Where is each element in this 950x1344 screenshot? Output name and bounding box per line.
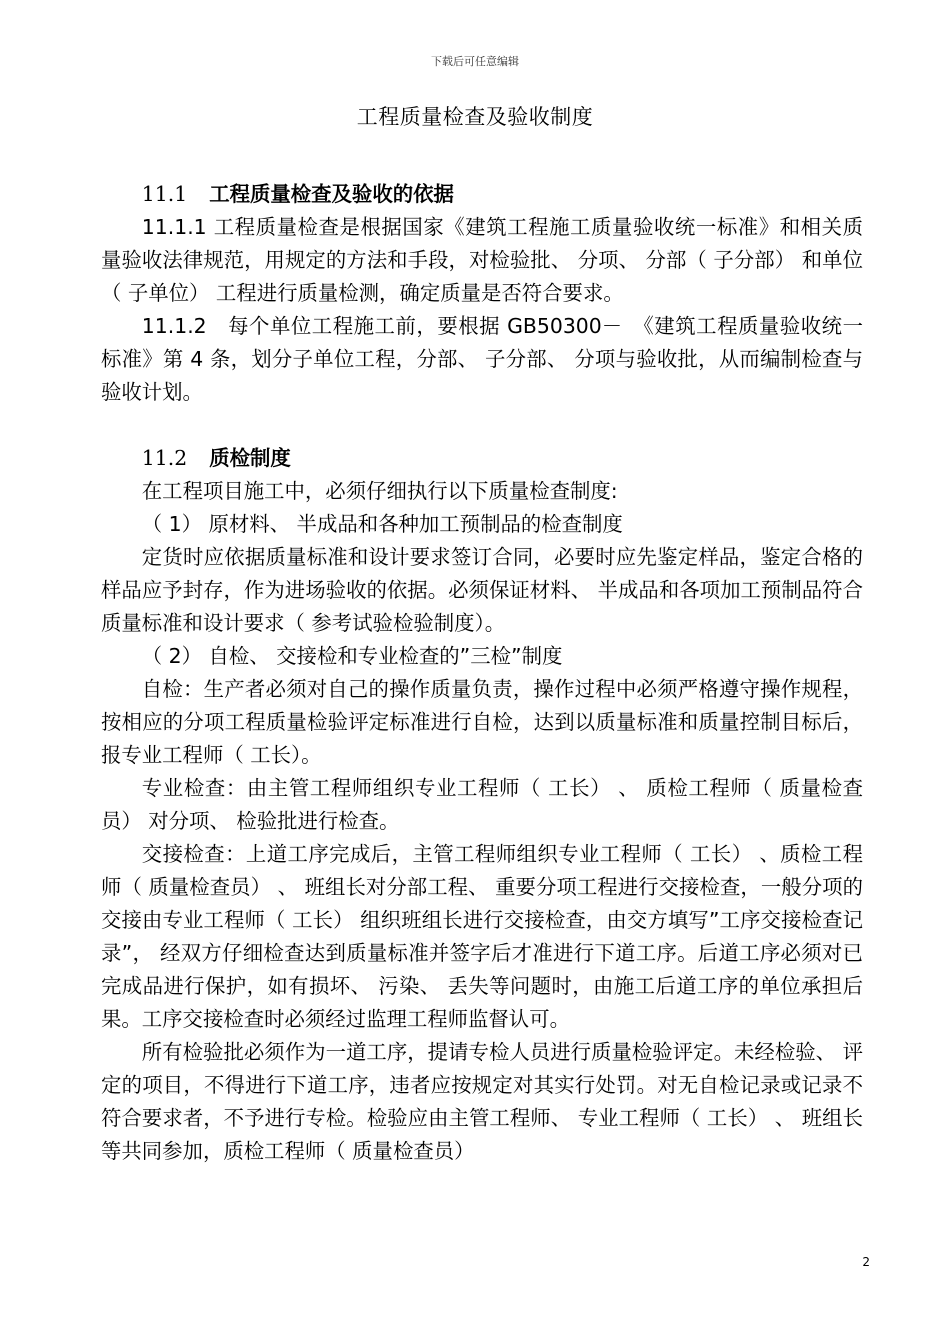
section-number: 11.1 [141,182,188,206]
section-gap [101,409,863,442]
section-heading-11-2 [101,442,863,475]
paragraph-self-check: 自检：生产者必须对自己的操作质量负责，操作过程中必须严格遵守操作规程，按相应的分项工程质量检验评定标准进行自检，达到以质量标准和质量控制目标后，报专业工程师（ 工长）。 [101,677,863,767]
document-title: 工程质量检查及验收制度 [356,105,594,129]
paragraph-item-2: （ 2） 自检、 交接检和专业检查的”三检”制度 [141,644,563,668]
page-number: 2 [862,1255,870,1269]
header-note: 下载后可任意编辑 [431,55,519,68]
section-heading-11-1 [101,178,863,211]
section-title: 工程质量检查及验收的依据 [209,182,454,206]
paragraph-professional-check: 专业检查：由主管工程师组织专业工程师（ 工长） 、 质检工程师（ 质量检查员） 对分项、 检验批进行检查。 [101,776,863,833]
paragraph-11-1-2: 11.1.2 每个单位工程施工前，要根据 GB50300－ 《建筑工程质量验收统一标准》第 4 条，划分子单位工程，分部、 子分部、 分项与验收批，从而编制检查与验收计划。 [101,314,863,404]
document-body [101,178,863,1168]
section-title: 质检制度 [209,446,291,470]
paragraph-item-1: （ 1） 原材料、 半成品和各种加工预制品的检查制度 [141,512,623,536]
section-number: 11.2 [141,446,188,470]
paragraph-inspection-lots: 所有检验批必须作为一道工序，提请专检人员进行质量检验评定。未经检验、 评定的项目，不得进行下道工序，违者应按规定对其实行处罚。对无自检记录或记录不符合要求者，不予进行专检。检验应由主管工程师、 专业工程师（ 工长） 、 班组长等共同参加，质检工程师（ 质量检查员） [101,1040,863,1163]
paragraph-intro: 在工程项目施工中，必须仔细执行以下质量检查制度: [141,479,618,503]
paragraph-handover-check: 交接检查：上道工序完成后，主管工程师组织专业工程师（ 工长） 、质检工程师（ 质量检查员） 、 班组长对分部工程、 重要分项工程进行交接检查，一般分项的交接由专业工程师（ 工长） 组织班组长进行交接检查，由交方填写”工序交接检查记录”， 经双方仔细检查达到质量标准并签字后才准进行下道工序。后道工序必须对已完成品进行保护，如有损坏、 污染、 丢失等问题时，由施工后道工序的单位承担后果。工序交接检查时必须经过监理工程师监督认可。 [101,842,863,1031]
paragraph-ordering: 定货时应依据质量标准和设计要求签订合同，必要时应先鉴定样品，鉴定合格的样品应予封存，作为进场验收的依据。必须保证材料、 半成品和各项加工预制品符合质量标准和设计要求（ 参考试验检验制度）。 [101,545,863,635]
paragraph-11-1-1: 11.1.1 工程质量检查是根据国家《建筑工程施工质量验收统一标准》和相关质量验收法律规范，用规定的方法和手段，对检验批、 分项、 分部（ 子分部） 和单位（ 子单位） 工程进行质量检测，确定质量是否符合要求。 [101,215,863,305]
